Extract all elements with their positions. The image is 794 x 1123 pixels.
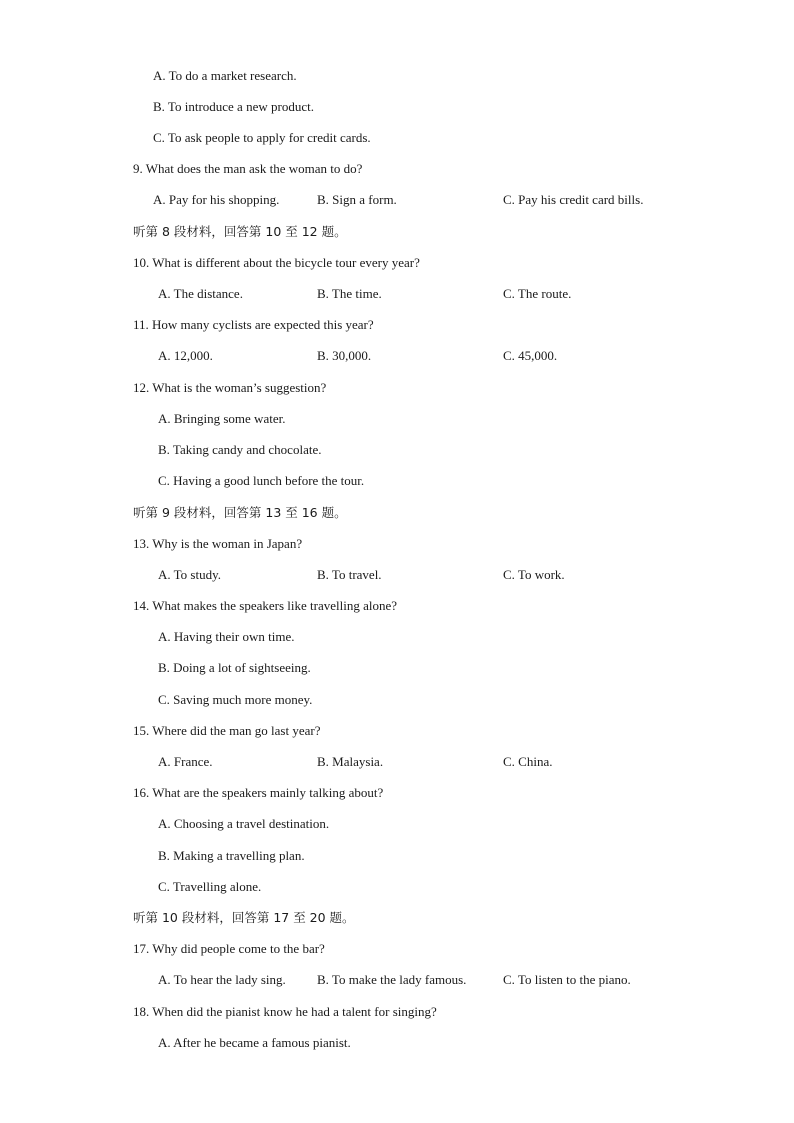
q12-option-a: A. Bringing some water. bbox=[158, 411, 286, 426]
q17-option-c: C. To listen to the piano. bbox=[503, 972, 631, 987]
question-14: 14. What makes the speakers like travelling alone? bbox=[133, 598, 397, 613]
q10-option-c: C. The route. bbox=[503, 286, 572, 301]
q11-option-b: B. 30,000. bbox=[317, 348, 372, 363]
q9-option-a: A. Pay for his shopping. bbox=[153, 192, 280, 207]
question-12: 12. What is the woman’s suggestion? bbox=[133, 380, 327, 395]
q10-option-a: A. The distance. bbox=[158, 286, 243, 301]
q14-option-b: B. Doing a lot of sightseeing. bbox=[158, 660, 311, 675]
q11-option-c: C. 45,000. bbox=[503, 348, 558, 363]
q17-option-a: A. To hear the lady sing. bbox=[158, 972, 286, 987]
q10-option-b: B. The time. bbox=[317, 286, 382, 301]
q14-option-c: C. Saving much more money. bbox=[158, 692, 313, 707]
q12-option-b: B. Taking candy and chocolate. bbox=[158, 442, 322, 457]
q13-option-a: A. To study. bbox=[158, 567, 222, 582]
q15-option-a: A. France. bbox=[158, 754, 213, 769]
q9-option-c: C. Pay his credit card bills. bbox=[503, 192, 644, 207]
question-15: 15. Where did the man go last year? bbox=[133, 723, 321, 738]
q14-option-a: A. Having their own time. bbox=[158, 629, 295, 644]
q8-option-a: A. To do a market research. bbox=[153, 68, 297, 83]
question-17: 17. Why did people come to the bar? bbox=[133, 941, 325, 956]
q15-option-b: B. Malaysia. bbox=[317, 754, 384, 769]
q8-option-c: C. To ask people to apply for credit cards. bbox=[153, 130, 371, 145]
q12-option-c: C. Having a good lunch before the tour. bbox=[158, 473, 365, 488]
q16-option-b: B. Making a travelling plan. bbox=[158, 848, 305, 863]
q13-option-c: C. To work. bbox=[503, 567, 565, 582]
section-heading-10: 听第 10 段材料，回答第 17 至 20 题。 bbox=[133, 910, 355, 925]
question-9: 9. What does the man ask the woman to do? bbox=[133, 161, 363, 176]
q18-option-a: A. After he became a famous pianist. bbox=[158, 1035, 351, 1050]
q9-option-b: B. Sign a form. bbox=[317, 192, 397, 207]
question-10: 10. What is different about the bicycle tour every year? bbox=[133, 255, 420, 270]
question-16: 16. What are the speakers mainly talking about? bbox=[133, 785, 384, 800]
q15-option-c: C. China. bbox=[503, 754, 553, 769]
q13-option-b: B. To travel. bbox=[317, 567, 382, 582]
q16-option-c: C. Travelling alone. bbox=[158, 879, 262, 894]
q8-option-b: B. To introduce a new product. bbox=[153, 99, 314, 114]
question-11: 11. How many cyclists are expected this year? bbox=[133, 317, 374, 332]
question-18: 18. When did the pianist know he had a talent for singing? bbox=[133, 1004, 437, 1019]
section-heading-9: 听第 9 段材料，回答第 13 至 16 题。 bbox=[133, 505, 347, 520]
q16-option-a: A. Choosing a travel destination. bbox=[158, 816, 330, 831]
question-13: 13. Why is the woman in Japan? bbox=[133, 536, 303, 551]
q11-option-a: A. 12,000. bbox=[158, 348, 213, 363]
section-heading-8: 听第 8 段材料，回答第 10 至 12 题。 bbox=[133, 224, 347, 239]
q17-option-b: B. To make the lady famous. bbox=[317, 972, 467, 987]
